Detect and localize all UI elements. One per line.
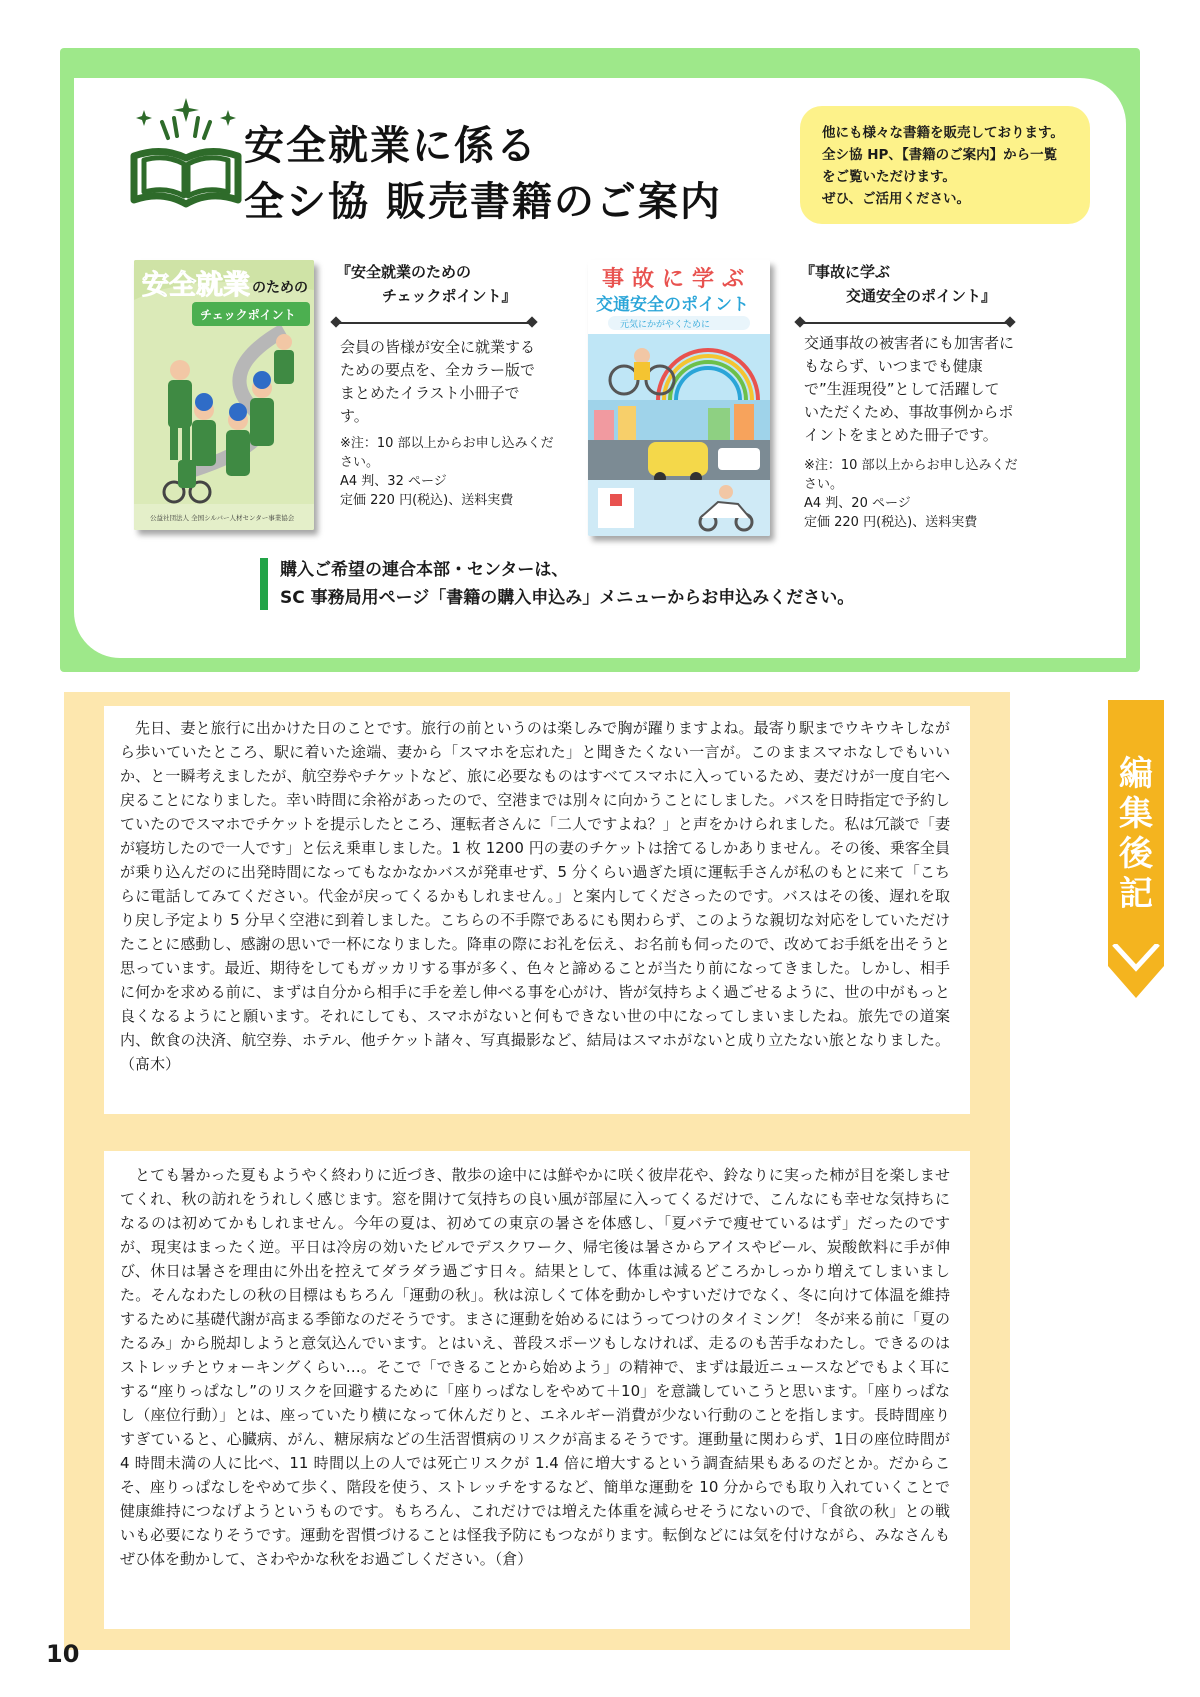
books-panel <box>74 78 1126 658</box>
book1-title <box>336 260 526 308</box>
cover2-title-line1: 事故に学ぶ <box>602 267 753 292</box>
book2-spec: A4 判、20 ページ <box>804 496 911 511</box>
book1-price: 定価 220 円(税込)、送料実費 <box>340 493 514 508</box>
book-cover-safety-checkpoints <box>134 260 314 530</box>
books-section <box>60 48 1140 672</box>
editorial-tab-label: 編集後記 <box>1119 754 1153 914</box>
book2-description: 交通事故の被害者にも加害者にもならず、いつまでも健康で”生涯現役”として活躍していただくため、事故事例からポイントをまとめた冊子です。 <box>804 334 1015 444</box>
book2-divider <box>800 322 1010 324</box>
catalog-note-line: 全シ協 HP、【書籍のご案内】から一覧 <box>822 147 1058 163</box>
book2-title-line2: 交通安全のポイント』 <box>846 287 997 305</box>
catalog-note-line: をご覧いただけます。 <box>822 169 956 185</box>
cover-publisher: 公益社団法人 全国シルバー人材センター事業協会 <box>150 514 295 522</box>
cover-illustration <box>588 260 770 536</box>
editorial-tab <box>1108 700 1164 946</box>
purchase-line-1: 購入ご希望の連合本部・センターは、 <box>280 560 569 580</box>
book2-order-note: ※注：10 部以上からお申し込みください。 <box>804 458 1018 492</box>
section-heading <box>244 118 722 230</box>
cover-title-main: 安全就業 <box>142 270 250 301</box>
book1-order-note: ※注：10 部以上からお申し込みください。 <box>340 436 554 470</box>
cover-illustration <box>134 260 314 530</box>
cover2-title-line2: 交通安全のポイント <box>596 295 749 315</box>
book2-title-line1: 『事故に学ぶ <box>800 263 891 281</box>
purchase-instructions <box>280 556 854 612</box>
catalog-note-line: 他にも様々な書籍を販売しております。 <box>822 125 1064 141</box>
book1-meta <box>340 434 560 510</box>
book1-divider <box>336 322 532 324</box>
heading-line-2: 全シ協 販売書籍のご案内 <box>244 179 722 225</box>
book-cover-traffic-safety <box>588 260 770 536</box>
catalog-note-line: ぜひ、ご活用ください。 <box>822 191 970 207</box>
book1-description: 会員の皆様が安全に就業するための要点を、全カラー版でまとめたイラスト小冊子です。 <box>340 338 536 425</box>
book2-meta <box>804 456 1024 532</box>
cover-title-sub: チェックポイント <box>200 308 296 322</box>
book1-spec: A4 判、32 ページ <box>340 474 447 489</box>
book1-title-line1: 『安全就業のための <box>336 263 472 281</box>
editor-note-1: 先日、妻と旅行に出かけた日のことです。旅行の前というのは楽しみで胸が躍りますよね。最寄り駅までウキウキしながら歩いていたところ、駅に着いた途端、妻から「スマホを忘れた」と聞きたくない一言が。このままスマホなしでもいいか、と一瞬考えましたが、航空券やチケットなど、旅に必要なものはすべてスマホに入っているため、妻だけが一度自宅へ戻ることになりました。幸い時間に余裕があったので、空港までは別々に向かうことにしました。バスを日時指定で予約していたのでスマホでチケットを提示したところ、運転者さんに「二人ですよね？」と声をかけられました。私は冗談で「妻が寝坊したので一人です」と伝え乗車しました。1 枚 1200 円の妻のチケットは捨てるしかありません。その後、乗客全員が乗り込んだのに出発時間になってもなかなかバスが発車せず、5 分くらい過ぎた頃に運転手さんが私のもとに来て「こちらに電話してみてください。代金が戻ってくるかもしれません。」と案内してくださったのです。バスはその後、遅れを取り戻し予定より 5 分早く空港に到着しました。こちらの不手際であるにも関わらず、このような親切な対応をしていただけたことに感動し、感謝の思いで一杯になりました。降車の際にお礼を伝え、お名前も伺ったので、改めてお手紙を出そうと思っています。最近、期待をしてもガッカリする事が多く、色々と諦めることが当たり前になってきました。しかし、相手に何かを求める前に、まずは自分から相手に手を差し伸べる事を心がけ、皆が気持ちよく過ごせるように、世の中がもっと良くなるようにと願います。それにしても、スマホがないと何もできない世の中になってしまいましたね。旅先での道案内、飲食の決済、航空券、ホテル、他チケット諸々、写真撮影など、結局はスマホがないと成り立たない旅となりました。（髙木） <box>104 706 970 1114</box>
page-number: 10 <box>46 1640 80 1668</box>
heading-line-1: 安全就業に係る <box>244 123 538 169</box>
open-book-icon <box>124 96 248 212</box>
book2-price: 定価 220 円(税込)、送料実費 <box>804 515 978 530</box>
cover2-subtitle: 元気にかがやくために <box>620 320 711 330</box>
catalog-note <box>800 106 1090 224</box>
purchase-accent-bar <box>260 558 268 610</box>
book2-title <box>800 260 1010 308</box>
editor-note-2: とても暑かった夏もようやく終わりに近づき、散歩の途中には鮮やかに咲く彼岸花や、鈴なりに実った柿が目を楽しませてくれ、秋の訪れをうれしく感じます。窓を開けて気持ちの良い風が部屋に入ってくるだけで、こんなにも幸せな気持ちになるのは初めてかもしれません。今年の夏は、初めての東京の暑さを体感し、「夏バテで痩せているはず」だったのですが、現実はまったく逆。平日は冷房の効いたビルでデスクワーク、帰宅後は暑さからアイスやビール、炭酸飲料に手が伸び、休日は暑さを理由に外出を控えてダラダラ過ごす日々。結果として、体重は減るどころかしっかり増えてしまいました。そんなわたしの秋の目標はもちろん「運動の秋」。秋は涼しくて体を動かしやすいだけでなく、冬に向けて体温を維持するために基礎代謝が高まる季節なのだそうです。まさに運動を始めるにはうってつけのタイミング！ 冬が来る前に「夏のたるみ」から脱却しようと意気込んでいます。とはいえ、普段スポーツもしなければ、走るのも苦手なわたし。できるのはストレッチとウォーキングくらい…。そこで「できることから始めよう」の精神で、まずは最近ニュースなどでもよく耳にする“座りっぱなし”のリスクを回避するために「座りっぱなしをやめて＋10」を意識していこうと思います。「座りっぱなし（座位行動）」とは、座っていたり横になって休んだりと、エネルギー消費が少ない行動のことを指します。長時間座りすぎていると、心臓病、がん、糖尿病などの生活習慣病のリスクが高まるそうです。運動量に関わらず、1日の座位時間が 4 時間未満の人に比べ、11 時間以上の人では死亡リスクが 1.4 倍に増大するという調査結果もあるのだとか。だからこそ、座りっぱなしをやめて歩く、階段を使う、ストレッチをするなど、簡単な運動を 10 分からでも取り入れていくことで健康維持につなげようというものです。もちろん、これだけでは増えた体重を減らせそうにないので、「食欲の秋」との戦いも必要になりそうです。運動を習慣づけることは怪我予防にもつながります。転倒などには気を付けながら、みなさんもぜひ体を動かして、さわやかな秋をお過ごしください。（倉） <box>104 1151 970 1629</box>
purchase-line-2: SC 事務局用ページ「書籍の購入申込み」メニューからお申込みください。 <box>280 588 855 608</box>
book1-title-line2: チェックポイント』 <box>382 287 517 305</box>
cover-title-suffix: のための <box>252 280 308 296</box>
chevron-down-icon <box>1108 944 1164 998</box>
